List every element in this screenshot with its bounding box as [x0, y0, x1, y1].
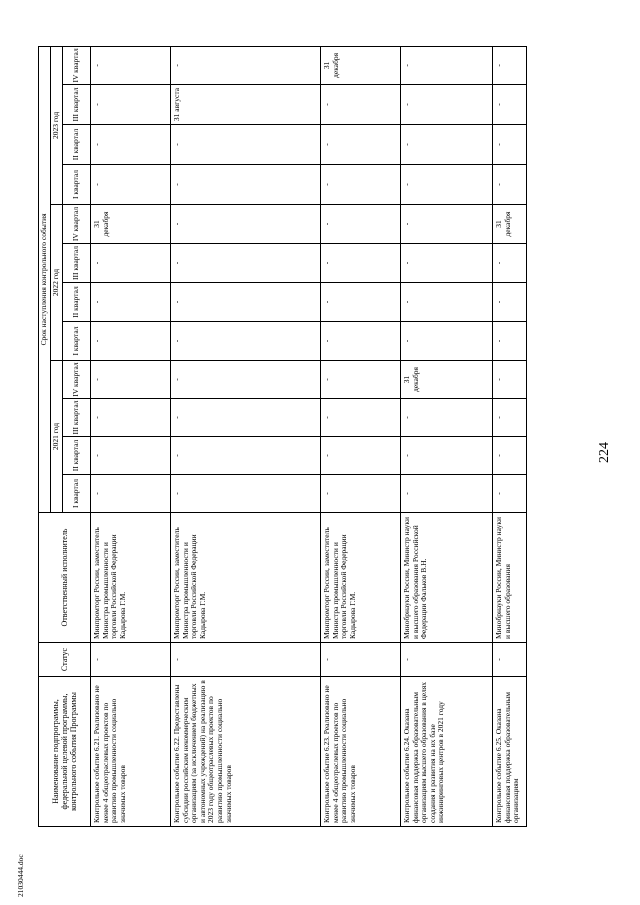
table-row: [401, 46, 493, 826]
quarter-cell: -: [321, 205, 401, 244]
header-quarter: III квартал: [63, 85, 91, 125]
quarter-cell: -: [91, 165, 171, 205]
quarter-cell: -: [171, 475, 321, 513]
event-name: Контрольное событие 6.21. Реализовано не менее 4 общеотраслевых проектов по развитию промышленности социально значимых товаров: [91, 677, 171, 827]
quarter-cell: -: [91, 361, 171, 399]
quarter-cell: -: [171, 46, 321, 84]
header-quarter: IV квартал: [63, 361, 91, 399]
quarter-cell: -: [91, 437, 171, 475]
quarter-cell: -: [401, 46, 493, 84]
header-year: 2021 год: [51, 361, 63, 513]
quarter-cell: -: [401, 399, 493, 437]
event-responsible: Минпромторг России, заместитель Министра промышленности и торговли Российской Федерации Кадырова Г.М.: [321, 513, 401, 643]
header-year: 2022 год: [51, 205, 63, 361]
header-quarter: I квартал: [63, 322, 91, 361]
header-name: Наименование подпрограммы, федеральной целевой программы, контрольного события Программы: [39, 677, 91, 827]
document-code: 21030444.doc: [16, 854, 25, 897]
quarter-cell: -: [493, 85, 527, 125]
quarter-cell: -: [321, 165, 401, 205]
header-quarter: IV квартал: [63, 205, 91, 244]
quarter-cell: -: [401, 437, 493, 475]
table-row: [91, 46, 171, 826]
event-name: Контрольное событие 6.23. Реализовано не менее 4 общеотраслевых проектов по развитию промышленности социально значимых товаров: [321, 677, 401, 827]
quarter-cell: -: [493, 244, 527, 283]
table-row: [321, 46, 401, 826]
quarter-cell: -: [171, 244, 321, 283]
quarter-cell: -: [91, 399, 171, 437]
quarter-cell: -: [171, 361, 321, 399]
header-year: 2023 год: [51, 46, 63, 204]
quarter-cell: 31 декабря: [401, 361, 493, 399]
quarter-cell: 31 декабря: [493, 205, 527, 244]
quarter-cell: -: [493, 125, 527, 165]
quarter-cell: -: [91, 322, 171, 361]
event-status: -: [321, 643, 401, 677]
page-number: 224: [597, 442, 612, 463]
quarter-cell: -: [493, 361, 527, 399]
quarter-cell: -: [321, 125, 401, 165]
quarter-cell: -: [401, 322, 493, 361]
control-events-table: [38, 46, 527, 827]
header-quarter: IV квартал: [63, 46, 91, 84]
header-quarter: III квартал: [63, 399, 91, 437]
event-responsible: Минпромторг России, заместитель Министра промышленности и торговли Российской Федерации Кадырова Г.М.: [171, 513, 321, 643]
quarter-cell: -: [401, 125, 493, 165]
quarter-cell: -: [91, 244, 171, 283]
quarter-cell: -: [171, 283, 321, 322]
quarter-cell: -: [171, 165, 321, 205]
quarter-cell: -: [321, 244, 401, 283]
quarter-cell: -: [321, 283, 401, 322]
quarter-cell: -: [401, 205, 493, 244]
quarter-cell: -: [321, 437, 401, 475]
quarter-cell: 31 августа: [171, 85, 321, 125]
quarter-cell: -: [493, 399, 527, 437]
quarter-cell: -: [321, 399, 401, 437]
quarter-cell: -: [401, 475, 493, 513]
quarter-cell: -: [401, 244, 493, 283]
header-period: Срок наступления контрольного события: [39, 46, 51, 512]
event-status: -: [171, 643, 321, 677]
quarter-cell: -: [171, 437, 321, 475]
header-quarter: II квартал: [63, 437, 91, 475]
header-status: Статус: [39, 643, 91, 677]
quarter-cell: -: [493, 475, 527, 513]
event-name: Контрольное событие 6.25. Оказана финансовая поддержка образовательным организациям: [493, 677, 527, 827]
event-responsible: Минобрнауки России, Министр науки и высшего образования: [493, 513, 527, 643]
header-quarter: II квартал: [63, 283, 91, 322]
event-responsible: Минпромторг России, заместитель Министра промышленности и торговли Российской Федерации Кадырова Г.М.: [91, 513, 171, 643]
quarter-cell: -: [321, 361, 401, 399]
quarter-cell: -: [493, 283, 527, 322]
quarter-cell: -: [493, 322, 527, 361]
quarter-cell: 31 декабря: [321, 46, 401, 84]
header-responsible: Ответственный исполнитель: [39, 513, 91, 643]
quarter-cell: -: [91, 46, 171, 84]
event-status: -: [493, 643, 527, 677]
event-responsible: Минобрнауки России, Министр науки и высшего образования Российской Федерации Фальков В.Н.: [401, 513, 493, 643]
quarter-cell: -: [171, 205, 321, 244]
quarter-cell: -: [91, 125, 171, 165]
quarter-cell: -: [493, 437, 527, 475]
quarter-cell: -: [91, 475, 171, 513]
table-row: [493, 46, 527, 826]
quarter-cell: -: [321, 85, 401, 125]
quarter-cell: -: [493, 165, 527, 205]
header-quarter: I квартал: [63, 475, 91, 513]
quarter-cell: 31 декабря: [91, 205, 171, 244]
header-quarter: II квартал: [63, 125, 91, 165]
quarter-cell: -: [493, 46, 527, 84]
header-quarter: III квартал: [63, 244, 91, 283]
quarter-cell: -: [401, 85, 493, 125]
event-name: Контрольное событие 6.24. Оказана финансовая поддержка образовательным организациям высшего образования в целях создания и развития на их базе инжиниринговых центров в 2021 году: [401, 677, 493, 827]
quarter-cell: -: [321, 475, 401, 513]
quarter-cell: -: [91, 283, 171, 322]
quarter-cell: -: [171, 399, 321, 437]
event-status: -: [401, 643, 493, 677]
event-status: -: [91, 643, 171, 677]
table-row: [171, 46, 321, 826]
event-name: Контрольное событие 6.22. Предоставлены субсидии российским некоммерческим организациям (за исключением бюджетных и автономных учреждений) на реализацию в 2023 году общеотраслевых проектов по развитию промышленности социально значимых товаров: [171, 677, 321, 827]
quarter-cell: -: [171, 125, 321, 165]
header-quarter: I квартал: [63, 165, 91, 205]
quarter-cell: -: [91, 85, 171, 125]
quarter-cell: -: [401, 283, 493, 322]
quarter-cell: -: [171, 322, 321, 361]
quarter-cell: -: [321, 322, 401, 361]
quarter-cell: -: [401, 165, 493, 205]
